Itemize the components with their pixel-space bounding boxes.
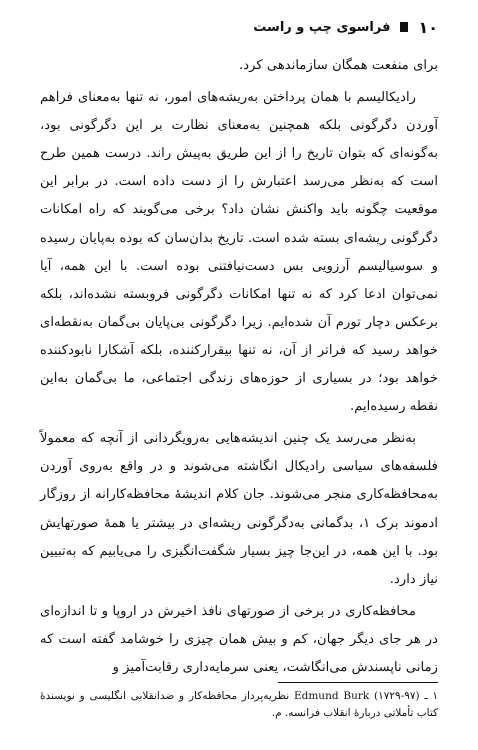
paragraph: به‌نظر می‌رسد یک چنین اندیشه‌هایی به‌رویگردانی از آنچه که معمولاً فلسفه‌های سیاسی رادیکال انگاشته می‌شوند و در واقع به‌روی آوردن به‌محافظه‌کاری منجر می‌شوند. جان کلام اندیشهٔ محافظه‌کارانه از روزگار ادموند برک ۱، بدگمانی به‌دگرگونی ریشه‌ای در بیشتر یا همهٔ صورتهایش بود. با این همه، در این‌جا چیز بسیار شگفت‌انگیزی را می‌یابیم که به‌تبیین نیاز دارد.: [40, 431, 439, 587]
footnotes: [40, 688, 438, 722]
paragraph-continuation: برای منفعت همگان سازماندهی کرد.: [239, 58, 438, 73]
page-number: ۱۰: [418, 17, 438, 37]
running-title: فراسوی چپ و راست: [253, 19, 391, 35]
paragraph: محافظه‌کاری در برخی از صورتهای نافذ اخیرش در اروپا و تا اندازه‌ای در هر جای دیگر جهان، کم و بیش همان چیزی را خوشامد گفته است که زمانی ناپسندش می‌انگاشت، یعنی سرمایه‌داری رقابت‌آمیز و: [40, 603, 438, 675]
footnote-divider: [278, 682, 438, 683]
body-text: [40, 52, 438, 682]
paragraph: رادیکالیسم با همان پرداختن به‌ریشه‌های امور، نه تنها به‌معنای فراهم آوردن دگرگونی بلکه همچنین به‌معنای نظارت بر این دگرگونی بود، به‌گونه‌ای که بتوان تاریخ را از این طریق به‌پیش راند. درست همین طرح است که به‌نظر می‌رسد اعتبارش را از دست داده است. در برابر این موقعیت چگونه باید واکنش نشان داد؟ برخی می‌گویند که راه امکانات دگرگونی ریشه‌ای بسته شده است. تاریخ بدان‌سان که بوده به‌پایان رسیده و سوسیالیسم آرزویی بس دست‌نیافتنی بوده است. با این همه، آیا نمی‌توان ادعا کرد که نه تنها امکانات دگرگونی فروبسته نشده‌اند، بلکه برعکس دچار تورم آن شده‌ایم. زیرا دگرگونی بی‌پایان بی‌گمان به‌نقطه‌ای خواهد رسید که فراتر از آن، نه تنها بیقرارکننده، بلکه آشکارا نابودکننده خواهد بود؛ در بسیاری از حوزه‌های زندگی اجتماعی، ما بی‌گمان به‌این نقطه رسیده‌ایم.: [40, 90, 438, 415]
running-header: [40, 16, 438, 38]
footnote: ۱ ـ Edmund Burk (۱۷۲۹-۹۷) نظریه‌پرداز محافظه‌کار و ضدانقلابی انگلیسی و نویسندهٔ کتاب تأملاتی دربارهٔ انقلاب فرانسه. م.: [40, 690, 438, 719]
header-square-icon: [400, 22, 408, 32]
